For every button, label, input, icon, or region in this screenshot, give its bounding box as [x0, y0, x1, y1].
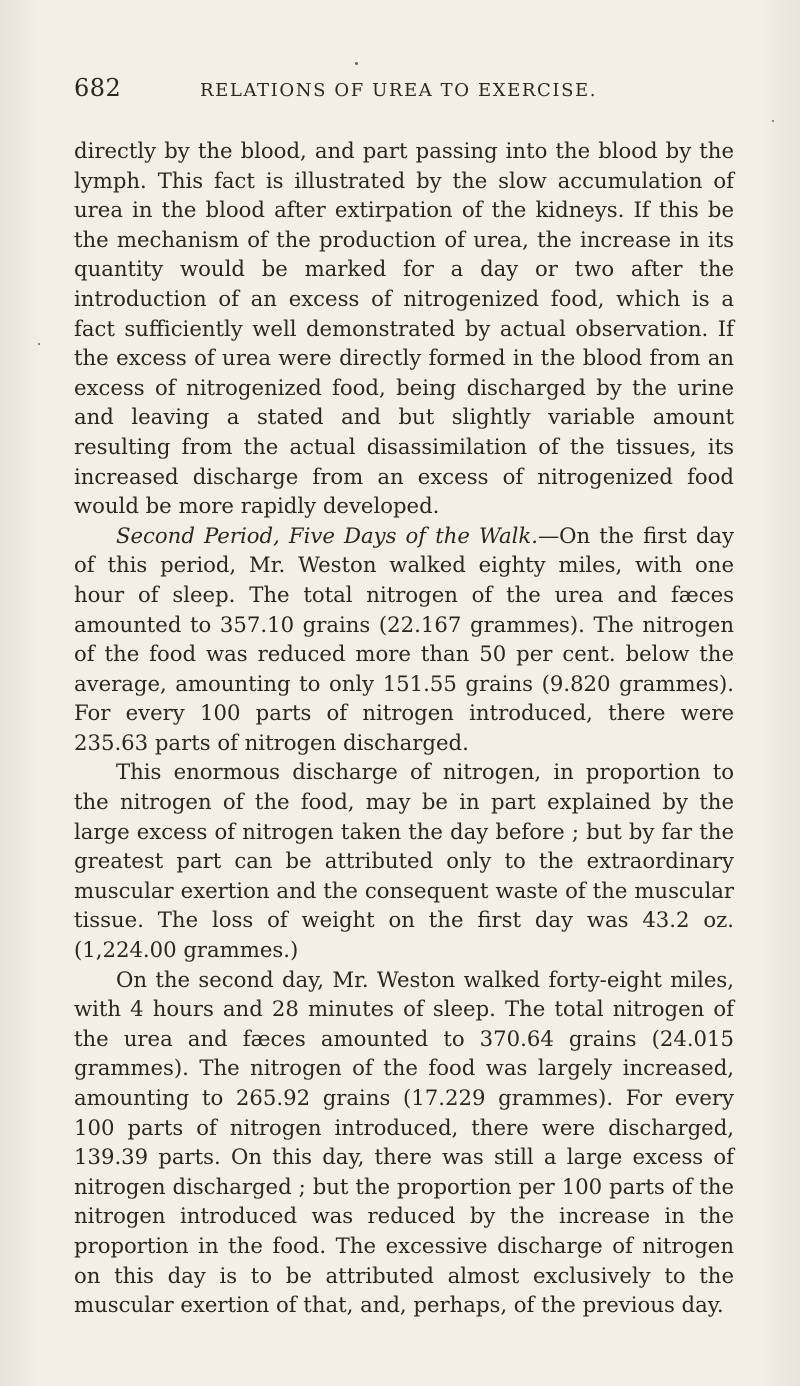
paragraph [74, 521, 734, 758]
section-heading: Second Period, Five Days of the Walk. [116, 522, 538, 548]
running-head: RELATIONS OF UREA TO EXERCISE. [200, 80, 598, 101]
paragraph [74, 136, 734, 521]
ink-speck [38, 343, 40, 345]
ink-speck [772, 120, 774, 122]
body-text [74, 136, 734, 1320]
paragraph-text: On the second day, Mr. Weston walked forty-eight miles, with 4 hours and 28 minutes of sleep. The total nitrogen of the urea and fæces amounted to 370.64 grains (24.015 grammes). The nitrogen of the food was largely increased, amounting to 265.92 grains (17.229 grammes). For every 100 parts of nitrogen introduced, there were discharged, 139.39 parts. On this day, there was still a large excess of nitrogen discharged ; but the proportion per 100 parts of the nitrogen introduced was reduced by the increase in the proportion in the food. The excessive discharge of nitrogen on this day is to be attributed almost exclusively to the muscular exertion of that, and, perhaps, of the previous day. [74, 966, 734, 1318]
ink-speck [355, 62, 358, 65]
paragraph-text: This enormous discharge of nitrogen, in proportion to the nitrogen of the food, may be in part explained by the large excess of nitrogen taken the day before ; but by far the greatest part can be attributed only to the extraordinary muscular exertion and the consequent waste of the muscular tissue. The loss of weight on the first day was 43.2 oz. (1,224.00 grammes.) [74, 759, 734, 963]
paragraph [74, 757, 734, 964]
page-header [74, 74, 734, 114]
paragraph-text: —On the first day of this period, Mr. Weston walked eighty miles, with one hour of sleep. The total nitrogen of the urea and fæces amounted to 357.10 grains (22.167 grammes). The nitrogen of the food was reduced more than 50 per cent. below the average, amounting to only 151.55 grains (9.820 grammes). For every 100 parts of nitrogen introduced, there were 235.63 parts of nitrogen discharged. [74, 522, 734, 755]
paragraph-text: directly by the blood, and part passing into the blood by the lymph. This fact is illustrated by the slow accumulation of urea in the blood after extirpation of the kidneys. If this be the mechanism of the production of urea, the increase in its quantity would be marked for a day or two after the introduction of an excess of nitrogenized food, which is a fact sufficiently well demonstrated by actual observation. If the excess of urea were directly formed in the blood from an excess of nitrogenized food, being discharged by the urine and leaving a stated and but slightly variable amount resulting from the actual disassimilation of the tissues, its increased discharge from an excess of nitrogenized food would be more rapidly developed. [74, 138, 734, 519]
page-number: 682 [74, 74, 122, 102]
paragraph [74, 965, 734, 1320]
